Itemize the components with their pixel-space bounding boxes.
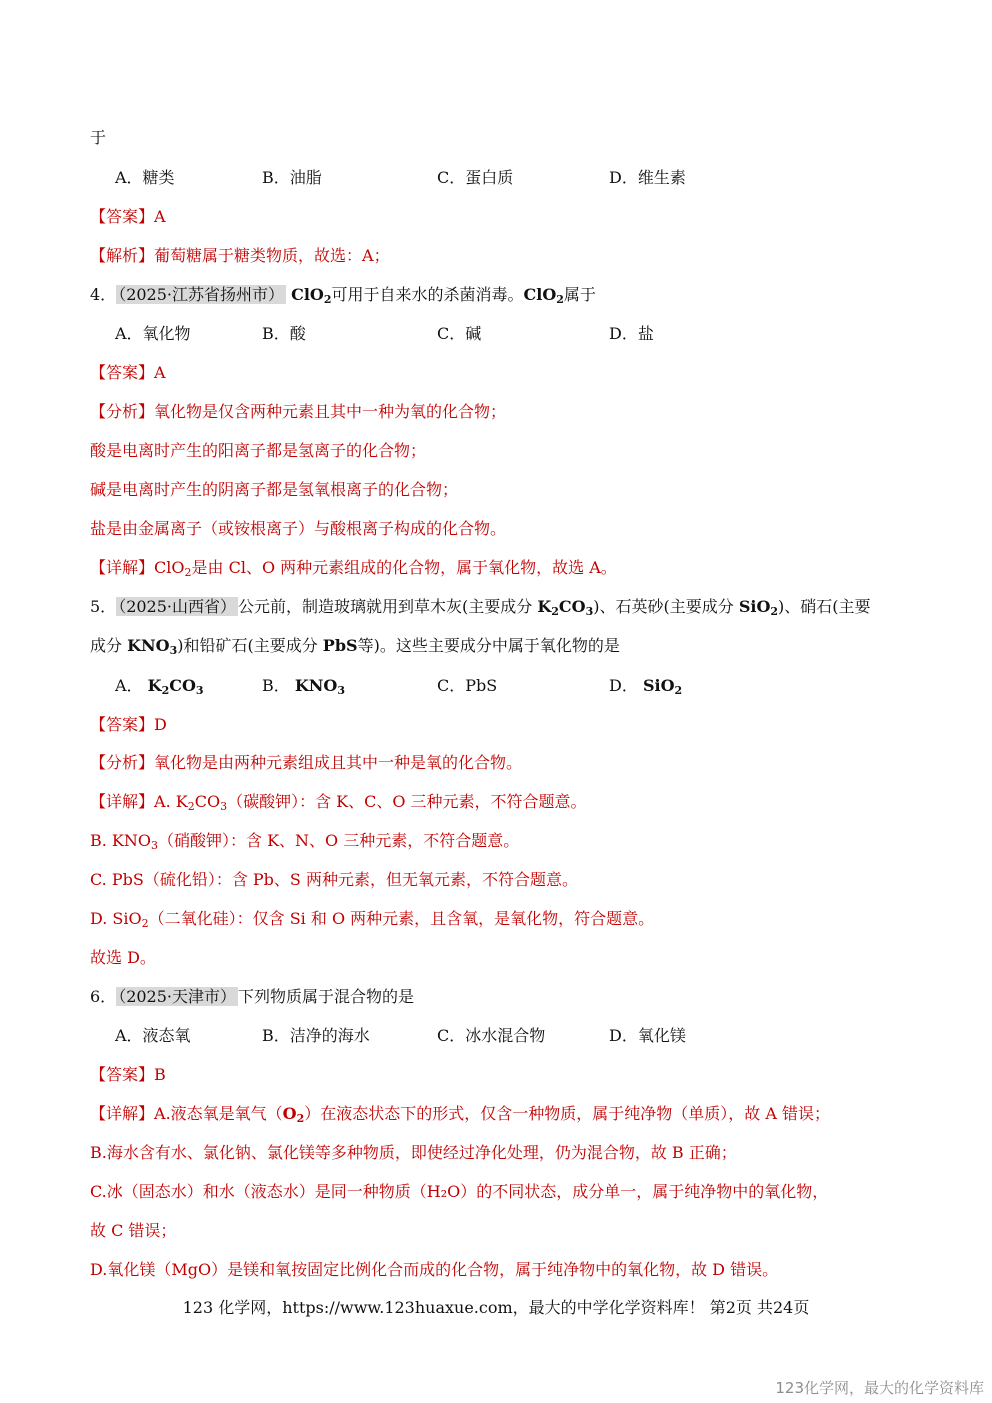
source-tag: （2025·山西省） bbox=[118, 597, 236, 616]
q5-analysis: 【分析】氧化物是由两种元素组成且其中一种是氧的化合物。 bbox=[90, 753, 523, 772]
q4-analysis: 【分析】氧化物是仅含两种元素且其中一种为氧的化合物； bbox=[90, 402, 507, 421]
q6-option-b: B．洁净的海水 bbox=[262, 1026, 370, 1045]
q3-analysis: 【解析】葡萄糖属于糖类物质，故选：A； bbox=[90, 246, 390, 265]
q4-stem: 4． （2025·江苏省扬州市） ClO$_2$可用于自来水的杀菌消毒。ClO$_2$属于 bbox=[90, 285, 596, 306]
q3-answer: 【答案】A bbox=[90, 207, 166, 226]
q6-detail-c: C.冰（固态水）和水（液态水）是同一种物质（H₂O）的不同状态，成分单一，属于纯净物中的氧化物， bbox=[90, 1182, 829, 1201]
q6-detail-b: B.海水含有水、氯化钠、氯化镁等多种物质，即使经过净化处理，仍为混合物，故 B 正确； bbox=[90, 1143, 737, 1162]
q6-answer: 【答案】B bbox=[90, 1065, 166, 1084]
q3-option-a: A．糖类 bbox=[115, 168, 175, 187]
q5-detail-a: 【详解】A. $K_2CO_3$（碳酸钾）：含 K、C、O 三种元素，不符合题意。 bbox=[90, 792, 587, 813]
q4-analysis-base: 碱是电离时产生的阴离子都是氢氧根离子的化合物； bbox=[90, 480, 459, 499]
q4-option-d: D．盐 bbox=[609, 324, 654, 343]
q5-option-c: C．PbS bbox=[437, 676, 498, 695]
q4-option-b: B．酸 bbox=[262, 324, 306, 343]
q5-stem-line2: 成分 $KNO_3$)和铅矿石(主要成分 PbS等)。这些主要成分中属于氧化物的是 bbox=[90, 636, 620, 657]
page-footer: 123 化学网，https://www.123huaxue.com，最大的中学化学资料库！ 第2页 共24页 bbox=[182, 1298, 810, 1317]
q4-analysis-salt: 盐是由金属离子（或铵根离子）与酸根离子构成的化合物。 bbox=[90, 519, 507, 538]
q5-detail-b: B. $KNO_3$（硝酸钾）：含 K、N、O 三种元素，不符合题意。 bbox=[90, 831, 520, 852]
q6-option-a: A．液态氧 bbox=[115, 1026, 191, 1045]
q5-stem: 5． （2025·山西省） 公元前，制造玻璃就用到草木灰(主要成分 $K_2CO_3$)、石英砂(主要成分 SiO$_2$)、硝石(主要 bbox=[90, 597, 871, 618]
q4-option-a: A．氧化物 bbox=[115, 324, 191, 343]
q5-detail-c: C. PbS（硫化铅）：含 Pb、S 两种元素，但无氧元素，不符合题意。 bbox=[90, 870, 578, 889]
q5-answer: 【答案】D bbox=[90, 715, 167, 734]
q4-option-c: C．碱 bbox=[437, 324, 482, 343]
q4-detail: 【详解】ClO$_2$是由 Cl、O 两种元素组成的化合物，属于氧化物，故选 A。 bbox=[90, 558, 617, 579]
q4-analysis-acid: 酸是电离时产生的阳离子都是氢离子的化合物； bbox=[90, 441, 427, 460]
source-tag: （2025·江苏省扬州市） bbox=[118, 285, 284, 304]
q3-option-c: C．蛋白质 bbox=[437, 168, 514, 187]
watermark: 123化学网，最大的化学资料库 bbox=[775, 1379, 984, 1397]
q6-stem: 6． （2025·天津市） 下列物质属于混合物的是 bbox=[90, 987, 415, 1006]
q3-option-b: B．油脂 bbox=[262, 168, 322, 187]
q4-answer: 【答案】A bbox=[90, 363, 166, 382]
q3-stem-tail: 于 bbox=[90, 128, 107, 147]
q6-detail-c-cont: 故 C 错误； bbox=[90, 1221, 177, 1240]
q6-option-d: D．氧化镁 bbox=[609, 1026, 686, 1045]
source-tag: （2025·天津市） bbox=[118, 987, 236, 1006]
q5-detail-d: D. SiO$_2$（二氧化硅）：仅含 Si 和 O 两种元素，且含氧，是氧化物，符合题意。 bbox=[90, 909, 655, 930]
q6-detail-a: 【详解】A.液态氧是氧气$(O_2)$在液态状态下的形式，仅含一种物质，属于纯净物（单质），故 A 错误； bbox=[90, 1104, 830, 1125]
q6-detail-d: D.氧化镁（MgO）是镁和氧按固定比例化合而成的化合物，属于纯净物中的氧化物，故 D 错误。 bbox=[90, 1260, 779, 1279]
q5-option-a: A． $K_2CO_3$ bbox=[115, 676, 204, 697]
q5-conclusion: 故选 D。 bbox=[90, 948, 156, 967]
q5-option-b: B． $KNO_3$ bbox=[262, 676, 345, 697]
q5-option-d: D． SiO$_2$ bbox=[609, 676, 683, 697]
q3-option-d: D．维生素 bbox=[609, 168, 686, 187]
q6-option-c: C．冰水混合物 bbox=[437, 1026, 546, 1045]
